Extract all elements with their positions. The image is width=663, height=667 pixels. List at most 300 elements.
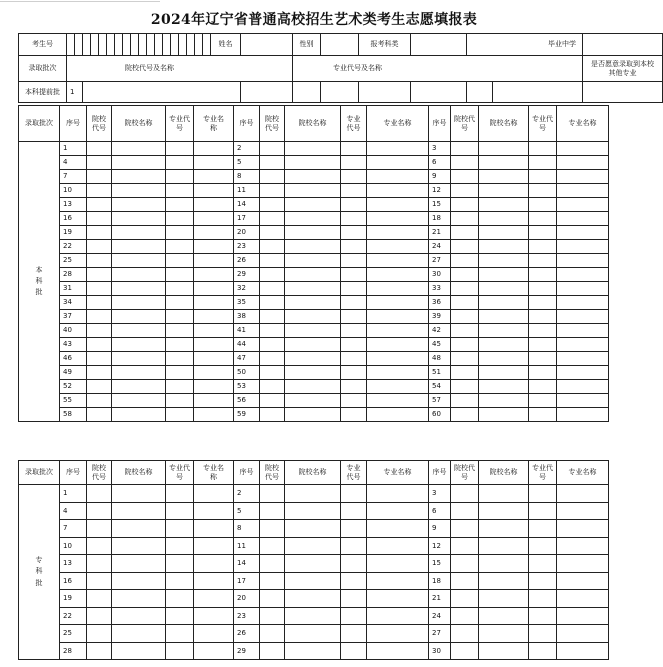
- college-code-field[interactable]: [451, 555, 479, 573]
- major-code-field[interactable]: [341, 408, 367, 422]
- college-code-field[interactable]: [260, 625, 285, 643]
- college-code-field[interactable]: [451, 537, 479, 555]
- subject-field[interactable]: [411, 34, 467, 56]
- major-code-field[interactable]: [341, 520, 367, 538]
- major-code-field[interactable]: [166, 282, 194, 296]
- college-name-field[interactable]: [285, 212, 341, 226]
- major-code-field[interactable]: [341, 485, 367, 503]
- major-code-field[interactable]: [341, 142, 367, 156]
- college-code-field[interactable]: [87, 296, 112, 310]
- college-name-field[interactable]: [112, 366, 166, 380]
- college-code-field[interactable]: [87, 226, 112, 240]
- major-name-field[interactable]: [367, 198, 429, 212]
- college-name-field[interactable]: [112, 338, 166, 352]
- major-code-field[interactable]: [529, 226, 557, 240]
- major-code-field[interactable]: [529, 198, 557, 212]
- major-code-field[interactable]: [341, 502, 367, 520]
- college-name-field[interactable]: [479, 338, 529, 352]
- college-code-field[interactable]: [260, 324, 285, 338]
- college-name-field[interactable]: [112, 625, 166, 643]
- college-code-field[interactable]: [87, 590, 112, 608]
- college-name-field[interactable]: [479, 502, 529, 520]
- early-major-field[interactable]: [293, 82, 321, 103]
- college-code-field[interactable]: [451, 625, 479, 643]
- college-name-field[interactable]: [285, 156, 341, 170]
- major-code-field[interactable]: [166, 502, 194, 520]
- major-name-field[interactable]: [367, 240, 429, 254]
- major-code-field[interactable]: [166, 642, 194, 660]
- college-name-field[interactable]: [112, 485, 166, 503]
- major-code-field[interactable]: [341, 268, 367, 282]
- college-name-field[interactable]: [112, 268, 166, 282]
- major-code-field[interactable]: [166, 184, 194, 198]
- exam-no-cell[interactable]: [179, 34, 187, 56]
- college-code-field[interactable]: [451, 572, 479, 590]
- major-code-field[interactable]: [341, 254, 367, 268]
- major-code-field[interactable]: [529, 590, 557, 608]
- college-code-field[interactable]: [87, 282, 112, 296]
- major-name-field[interactable]: [367, 625, 429, 643]
- college-name-field[interactable]: [285, 254, 341, 268]
- major-code-field[interactable]: [341, 607, 367, 625]
- major-name-field[interactable]: [557, 338, 609, 352]
- college-code-field[interactable]: [87, 537, 112, 555]
- college-code-field[interactable]: [260, 198, 285, 212]
- college-name-field[interactable]: [479, 625, 529, 643]
- major-name-field[interactable]: [367, 572, 429, 590]
- exam-no-cell[interactable]: [187, 34, 195, 56]
- college-name-field[interactable]: [285, 170, 341, 184]
- major-name-field[interactable]: [557, 212, 609, 226]
- college-code-field[interactable]: [87, 607, 112, 625]
- college-code-field[interactable]: [451, 254, 479, 268]
- major-name-field[interactable]: [557, 408, 609, 422]
- major-name-field[interactable]: [194, 352, 234, 366]
- major-code-field[interactable]: [341, 590, 367, 608]
- exam-no-cell[interactable]: [91, 34, 99, 56]
- major-name-field[interactable]: [194, 502, 234, 520]
- college-code-field[interactable]: [260, 226, 285, 240]
- major-code-field[interactable]: [341, 170, 367, 184]
- college-code-field[interactable]: [451, 296, 479, 310]
- major-name-field[interactable]: [194, 485, 234, 503]
- college-name-field[interactable]: [112, 380, 166, 394]
- major-code-field[interactable]: [529, 380, 557, 394]
- major-name-field[interactable]: [557, 282, 609, 296]
- college-code-field[interactable]: [87, 520, 112, 538]
- college-name-field[interactable]: [285, 338, 341, 352]
- major-code-field[interactable]: [341, 380, 367, 394]
- major-name-field[interactable]: [557, 520, 609, 538]
- early-major-field[interactable]: [493, 82, 583, 103]
- college-code-field[interactable]: [260, 268, 285, 282]
- major-code-field[interactable]: [166, 310, 194, 324]
- major-name-field[interactable]: [557, 240, 609, 254]
- major-code-field[interactable]: [166, 394, 194, 408]
- college-code-field[interactable]: [87, 555, 112, 573]
- college-name-field[interactable]: [112, 170, 166, 184]
- major-name-field[interactable]: [367, 184, 429, 198]
- college-name-field[interactable]: [285, 408, 341, 422]
- major-code-field[interactable]: [166, 338, 194, 352]
- major-code-field[interactable]: [166, 380, 194, 394]
- major-code-field[interactable]: [529, 366, 557, 380]
- major-name-field[interactable]: [557, 366, 609, 380]
- major-code-field[interactable]: [529, 156, 557, 170]
- college-name-field[interactable]: [112, 394, 166, 408]
- college-code-field[interactable]: [260, 555, 285, 573]
- college-name-field[interactable]: [285, 555, 341, 573]
- college-code-field[interactable]: [87, 142, 112, 156]
- major-code-field[interactable]: [529, 408, 557, 422]
- major-code-field[interactable]: [166, 590, 194, 608]
- major-code-field[interactable]: [166, 352, 194, 366]
- college-name-field[interactable]: [112, 254, 166, 268]
- college-code-field[interactable]: [87, 394, 112, 408]
- college-name-field[interactable]: [479, 607, 529, 625]
- major-code-field[interactable]: [341, 537, 367, 555]
- major-name-field[interactable]: [557, 380, 609, 394]
- major-name-field[interactable]: [367, 502, 429, 520]
- college-code-field[interactable]: [260, 352, 285, 366]
- college-code-field[interactable]: [87, 642, 112, 660]
- college-name-field[interactable]: [112, 520, 166, 538]
- college-name-field[interactable]: [285, 485, 341, 503]
- major-code-field[interactable]: [341, 282, 367, 296]
- college-code-field[interactable]: [87, 502, 112, 520]
- major-name-field[interactable]: [557, 485, 609, 503]
- exam-no-cell[interactable]: [163, 34, 171, 56]
- college-code-field[interactable]: [260, 520, 285, 538]
- college-name-field[interactable]: [112, 212, 166, 226]
- exam-no-cell[interactable]: [171, 34, 179, 56]
- college-code-field[interactable]: [451, 502, 479, 520]
- major-name-field[interactable]: [367, 254, 429, 268]
- major-name-field[interactable]: [557, 502, 609, 520]
- major-name-field[interactable]: [194, 254, 234, 268]
- college-code-field[interactable]: [451, 394, 479, 408]
- exam-no-cell[interactable]: [203, 34, 211, 56]
- major-name-field[interactable]: [367, 268, 429, 282]
- major-name-field[interactable]: [194, 142, 234, 156]
- major-code-field[interactable]: [529, 184, 557, 198]
- major-name-field[interactable]: [367, 226, 429, 240]
- major-name-field[interactable]: [557, 324, 609, 338]
- college-name-field[interactable]: [112, 282, 166, 296]
- college-name-field[interactable]: [285, 310, 341, 324]
- exam-no-cell[interactable]: [107, 34, 115, 56]
- major-code-field[interactable]: [166, 156, 194, 170]
- college-code-field[interactable]: [87, 485, 112, 503]
- college-code-field[interactable]: [451, 268, 479, 282]
- major-name-field[interactable]: [194, 625, 234, 643]
- college-name-field[interactable]: [479, 254, 529, 268]
- college-code-field[interactable]: [451, 142, 479, 156]
- major-name-field[interactable]: [557, 170, 609, 184]
- college-name-field[interactable]: [479, 296, 529, 310]
- major-code-field[interactable]: [166, 537, 194, 555]
- exam-no-cell[interactable]: [83, 34, 91, 56]
- major-name-field[interactable]: [194, 198, 234, 212]
- college-code-field[interactable]: [87, 268, 112, 282]
- major-name-field[interactable]: [194, 394, 234, 408]
- major-name-field[interactable]: [194, 408, 234, 422]
- major-name-field[interactable]: [557, 394, 609, 408]
- college-name-field[interactable]: [285, 537, 341, 555]
- major-code-field[interactable]: [166, 212, 194, 226]
- college-name-field[interactable]: [285, 352, 341, 366]
- major-name-field[interactable]: [194, 296, 234, 310]
- college-name-field[interactable]: [479, 555, 529, 573]
- exam-no-cell[interactable]: [115, 34, 123, 56]
- college-name-field[interactable]: [285, 625, 341, 643]
- college-code-field[interactable]: [451, 310, 479, 324]
- major-name-field[interactable]: [367, 156, 429, 170]
- major-name-field[interactable]: [194, 324, 234, 338]
- major-code-field[interactable]: [166, 485, 194, 503]
- major-name-field[interactable]: [557, 625, 609, 643]
- major-code-field[interactable]: [341, 572, 367, 590]
- major-name-field[interactable]: [557, 537, 609, 555]
- exam-no-cell[interactable]: [147, 34, 155, 56]
- major-name-field[interactable]: [367, 324, 429, 338]
- college-code-field[interactable]: [451, 282, 479, 296]
- college-name-field[interactable]: [479, 380, 529, 394]
- major-code-field[interactable]: [529, 555, 557, 573]
- early-major-field[interactable]: [359, 82, 411, 103]
- major-name-field[interactable]: [194, 156, 234, 170]
- major-code-field[interactable]: [341, 352, 367, 366]
- college-code-field[interactable]: [87, 408, 112, 422]
- major-name-field[interactable]: [194, 572, 234, 590]
- college-code-field[interactable]: [451, 642, 479, 660]
- major-code-field[interactable]: [529, 485, 557, 503]
- major-name-field[interactable]: [367, 170, 429, 184]
- major-code-field[interactable]: [529, 212, 557, 226]
- college-name-field[interactable]: [479, 282, 529, 296]
- college-name-field[interactable]: [112, 642, 166, 660]
- college-name-field[interactable]: [479, 572, 529, 590]
- exam-no-cell[interactable]: [75, 34, 83, 56]
- college-code-field[interactable]: [87, 310, 112, 324]
- gender-field[interactable]: [321, 34, 359, 56]
- college-name-field[interactable]: [479, 366, 529, 380]
- major-code-field[interactable]: [529, 338, 557, 352]
- major-name-field[interactable]: [557, 607, 609, 625]
- major-name-field[interactable]: [367, 366, 429, 380]
- major-code-field[interactable]: [166, 198, 194, 212]
- college-code-field[interactable]: [260, 296, 285, 310]
- college-name-field[interactable]: [112, 590, 166, 608]
- college-name-field[interactable]: [285, 394, 341, 408]
- major-name-field[interactable]: [367, 537, 429, 555]
- college-name-field[interactable]: [479, 240, 529, 254]
- college-code-field[interactable]: [87, 184, 112, 198]
- college-name-field[interactable]: [285, 268, 341, 282]
- college-code-field[interactable]: [87, 572, 112, 590]
- major-code-field[interactable]: [341, 198, 367, 212]
- major-name-field[interactable]: [194, 366, 234, 380]
- major-code-field[interactable]: [529, 572, 557, 590]
- college-name-field[interactable]: [479, 198, 529, 212]
- major-code-field[interactable]: [341, 212, 367, 226]
- college-name-field[interactable]: [285, 198, 341, 212]
- major-name-field[interactable]: [367, 142, 429, 156]
- college-code-field[interactable]: [87, 380, 112, 394]
- major-name-field[interactable]: [194, 555, 234, 573]
- college-name-field[interactable]: [285, 142, 341, 156]
- college-name-field[interactable]: [112, 572, 166, 590]
- major-name-field[interactable]: [367, 310, 429, 324]
- college-name-field[interactable]: [479, 352, 529, 366]
- college-code-field[interactable]: [260, 642, 285, 660]
- major-code-field[interactable]: [166, 324, 194, 338]
- major-code-field[interactable]: [341, 555, 367, 573]
- college-name-field[interactable]: [285, 296, 341, 310]
- college-code-field[interactable]: [260, 338, 285, 352]
- major-code-field[interactable]: [341, 625, 367, 643]
- college-code-field[interactable]: [451, 380, 479, 394]
- college-name-field[interactable]: [479, 310, 529, 324]
- major-code-field[interactable]: [166, 555, 194, 573]
- major-code-field[interactable]: [529, 142, 557, 156]
- college-code-field[interactable]: [260, 184, 285, 198]
- college-code-field[interactable]: [87, 254, 112, 268]
- major-code-field[interactable]: [341, 240, 367, 254]
- college-name-field[interactable]: [112, 502, 166, 520]
- major-name-field[interactable]: [557, 296, 609, 310]
- college-code-field[interactable]: [451, 607, 479, 625]
- college-name-field[interactable]: [285, 590, 341, 608]
- college-name-field[interactable]: [479, 408, 529, 422]
- major-name-field[interactable]: [557, 268, 609, 282]
- early-major-field[interactable]: [467, 82, 493, 103]
- college-code-field[interactable]: [260, 254, 285, 268]
- college-name-field[interactable]: [112, 324, 166, 338]
- college-code-field[interactable]: [87, 198, 112, 212]
- major-name-field[interactable]: [367, 338, 429, 352]
- major-code-field[interactable]: [166, 572, 194, 590]
- college-code-field[interactable]: [451, 198, 479, 212]
- major-code-field[interactable]: [166, 226, 194, 240]
- major-code-field[interactable]: [166, 170, 194, 184]
- major-name-field[interactable]: [367, 520, 429, 538]
- major-code-field[interactable]: [341, 366, 367, 380]
- major-name-field[interactable]: [557, 555, 609, 573]
- major-code-field[interactable]: [166, 268, 194, 282]
- major-name-field[interactable]: [367, 590, 429, 608]
- college-code-field[interactable]: [451, 366, 479, 380]
- college-code-field[interactable]: [260, 240, 285, 254]
- college-name-field[interactable]: [112, 607, 166, 625]
- major-code-field[interactable]: [166, 296, 194, 310]
- early-major-field[interactable]: [411, 82, 467, 103]
- major-name-field[interactable]: [194, 282, 234, 296]
- major-name-field[interactable]: [367, 607, 429, 625]
- college-code-field[interactable]: [87, 366, 112, 380]
- major-name-field[interactable]: [557, 572, 609, 590]
- major-name-field[interactable]: [194, 226, 234, 240]
- college-code-field[interactable]: [451, 240, 479, 254]
- exam-no-cell[interactable]: [139, 34, 147, 56]
- college-name-field[interactable]: [479, 324, 529, 338]
- early-accept-field[interactable]: [583, 82, 663, 103]
- major-code-field[interactable]: [341, 324, 367, 338]
- name-field[interactable]: [241, 34, 293, 56]
- major-code-field[interactable]: [529, 310, 557, 324]
- college-name-field[interactable]: [479, 156, 529, 170]
- major-code-field[interactable]: [341, 296, 367, 310]
- college-name-field[interactable]: [479, 170, 529, 184]
- college-code-field[interactable]: [87, 625, 112, 643]
- college-name-field[interactable]: [479, 226, 529, 240]
- major-code-field[interactable]: [529, 254, 557, 268]
- major-code-field[interactable]: [529, 282, 557, 296]
- college-code-field[interactable]: [260, 590, 285, 608]
- exam-no-cell[interactable]: [155, 34, 163, 56]
- college-code-field[interactable]: [260, 408, 285, 422]
- major-name-field[interactable]: [194, 240, 234, 254]
- college-name-field[interactable]: [112, 296, 166, 310]
- college-name-field[interactable]: [479, 184, 529, 198]
- major-code-field[interactable]: [529, 170, 557, 184]
- college-code-field[interactable]: [451, 590, 479, 608]
- exam-no-cell[interactable]: [123, 34, 131, 56]
- major-code-field[interactable]: [529, 502, 557, 520]
- major-code-field[interactable]: [341, 338, 367, 352]
- college-name-field[interactable]: [112, 555, 166, 573]
- school-field[interactable]: [583, 34, 663, 56]
- major-name-field[interactable]: [194, 338, 234, 352]
- major-name-field[interactable]: [557, 184, 609, 198]
- major-name-field[interactable]: [557, 226, 609, 240]
- major-name-field[interactable]: [367, 408, 429, 422]
- major-name-field[interactable]: [367, 296, 429, 310]
- college-code-field[interactable]: [260, 394, 285, 408]
- college-name-field[interactable]: [112, 198, 166, 212]
- college-name-field[interactable]: [479, 268, 529, 282]
- major-name-field[interactable]: [194, 268, 234, 282]
- major-code-field[interactable]: [166, 254, 194, 268]
- major-name-field[interactable]: [194, 520, 234, 538]
- major-name-field[interactable]: [194, 607, 234, 625]
- major-name-field[interactable]: [557, 156, 609, 170]
- major-code-field[interactable]: [529, 394, 557, 408]
- major-name-field[interactable]: [194, 212, 234, 226]
- major-code-field[interactable]: [166, 625, 194, 643]
- major-code-field[interactable]: [529, 352, 557, 366]
- college-name-field[interactable]: [112, 156, 166, 170]
- major-name-field[interactable]: [194, 310, 234, 324]
- college-code-field[interactable]: [87, 324, 112, 338]
- college-name-field[interactable]: [112, 408, 166, 422]
- major-code-field[interactable]: [529, 520, 557, 538]
- exam-no-cell[interactable]: [131, 34, 139, 56]
- college-code-field[interactable]: [260, 485, 285, 503]
- college-name-field[interactable]: [285, 282, 341, 296]
- college-name-field[interactable]: [479, 520, 529, 538]
- major-code-field[interactable]: [341, 642, 367, 660]
- college-code-field[interactable]: [451, 170, 479, 184]
- major-name-field[interactable]: [367, 642, 429, 660]
- college-name-field[interactable]: [112, 240, 166, 254]
- college-code-field[interactable]: [87, 338, 112, 352]
- major-code-field[interactable]: [166, 142, 194, 156]
- major-code-field[interactable]: [341, 310, 367, 324]
- major-name-field[interactable]: [367, 555, 429, 573]
- college-code-field[interactable]: [451, 226, 479, 240]
- college-code-field[interactable]: [451, 184, 479, 198]
